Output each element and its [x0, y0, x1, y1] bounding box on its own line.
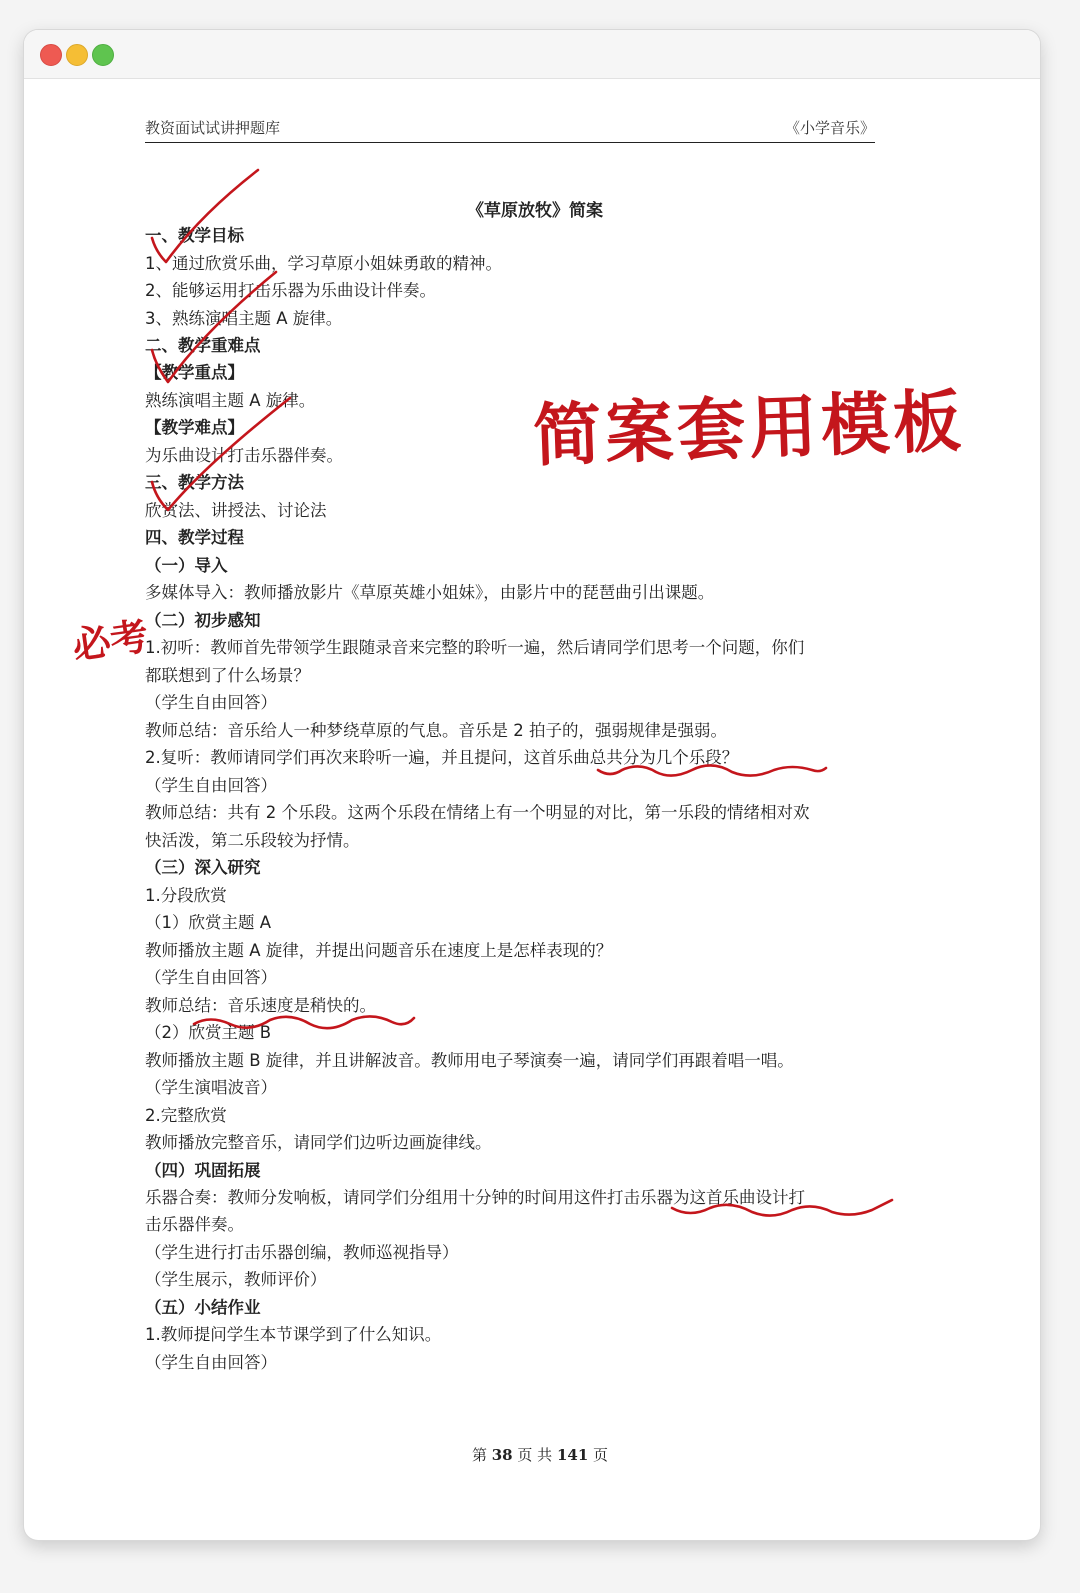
subsection-heading: （四）巩固拓展: [145, 1161, 261, 1180]
subsection-heading: 【教学难点】: [145, 418, 244, 437]
text-line: 教师总结：音乐速度是稍快的。: [145, 996, 376, 1015]
text-line: （学生进行打击乐器创编，教师巡视指导）: [145, 1243, 459, 1262]
handwritten-must-test-note: 必考: [69, 612, 152, 669]
text-line: 快活泼，第二乐段较为抒情。: [145, 831, 360, 850]
text-line: 1、通过欣赏乐曲，学习草原小姐妹勇敢的精神。: [145, 254, 502, 273]
text-line: （1）欣赏主题 A: [145, 913, 272, 932]
footer-prefix: 第: [471, 1446, 487, 1464]
section-heading: 二、教学重难点: [145, 336, 261, 355]
text-line: 乐器合奏：教师分发响板，请同学们分组用十分钟的时间用这件打击乐器为这首乐曲设计打: [145, 1188, 805, 1207]
text-line: 2.复听：教师请同学们再次来聆听一遍，并且提问，这首乐曲总共分为几个乐段？: [145, 748, 739, 767]
total-pages: 141: [556, 1446, 589, 1464]
maximize-window-button[interactable]: [92, 44, 114, 66]
section-heading: 三、教学方法: [145, 473, 244, 492]
header-right: 《小学音乐》: [784, 119, 875, 137]
document-title: 《草原放牧》简案: [467, 201, 603, 221]
text-line: 教师播放完整音乐，请同学们边听边画旋律线。: [145, 1133, 492, 1152]
footer-middle: 页 共: [517, 1446, 553, 1464]
header-left: 教资面试试讲押题库: [145, 119, 281, 137]
section-heading: 四、教学过程: [145, 528, 244, 547]
text-line: 1.分段欣赏: [145, 886, 227, 905]
text-line: 教师播放主题 A 旋律，并提出问题音乐在速度上是怎样表现的？: [145, 941, 613, 960]
text-line: （学生演唱波音）: [145, 1078, 277, 1097]
text-line: （2）欣赏主题 B: [145, 1023, 272, 1042]
page-header: [145, 114, 875, 143]
text-line: 击乐器伴奏。: [145, 1215, 244, 1234]
close-window-button[interactable]: [40, 44, 62, 66]
minimize-window-button[interactable]: [66, 44, 88, 66]
text-line: 欣赏法、讲授法、讨论法: [145, 501, 327, 520]
text-line: 为乐曲设计打击乐器伴奏。: [145, 446, 343, 465]
page-footer: [0, 1444, 1080, 1465]
subsection-heading: 【教学重点】: [145, 363, 244, 382]
subsection-heading: （三）深入研究: [145, 858, 261, 877]
text-line: 熟练演唱主题 A 旋律。: [145, 391, 316, 410]
text-line: 1.教师提问学生本节课学到了什么知识。: [145, 1325, 442, 1344]
text-line: 教师播放主题 B 旋律，并且讲解波音。教师用电子琴演奏一遍，请同学们再跟着唱一唱。: [145, 1051, 794, 1070]
section-heading: 一、教学目标: [145, 226, 244, 245]
text-line: 1.初听：教师首先带领学生跟随录音来完整的聆听一遍，然后请同学们思考一个问题，你们: [145, 638, 805, 657]
text-line: （学生自由回答）: [145, 776, 277, 795]
subsection-heading: （一）导入: [145, 556, 228, 575]
footer-suffix: 页: [593, 1446, 609, 1464]
text-line: （学生自由回答）: [145, 1353, 277, 1372]
window-titlebar: [24, 30, 1040, 79]
text-line: 教师总结：音乐给人一种梦绕草原的气息。音乐是 2 拍子的，强弱规律是强弱。: [145, 721, 727, 740]
text-line: 多媒体导入：教师播放影片《草原英雄小姐妹》，由影片中的琵琶曲引出课题。: [145, 583, 715, 602]
text-line: （学生展示，教师评价）: [145, 1270, 327, 1289]
text-line: 都联想到了什么场景？: [145, 666, 310, 685]
current-page-number: 38: [491, 1446, 513, 1464]
subsection-heading: （二）初步感知: [145, 611, 261, 630]
handwritten-template-note: 简案套用模板: [531, 381, 967, 477]
text-line: 2、能够运用打击乐器为乐曲设计伴奏。: [145, 281, 436, 300]
text-line: （学生自由回答）: [145, 693, 277, 712]
text-line: 2.完整欣赏: [145, 1106, 227, 1125]
text-line: 3、熟练演唱主题 A 旋律。: [145, 309, 343, 328]
subsection-heading: （五）小结作业: [145, 1298, 261, 1317]
text-line: 教师总结：共有 2 个乐段。这两个乐段在情绪上有一个明显的对比，第一乐段的情绪相对欢: [145, 803, 810, 822]
text-line: （学生自由回答）: [145, 968, 277, 987]
